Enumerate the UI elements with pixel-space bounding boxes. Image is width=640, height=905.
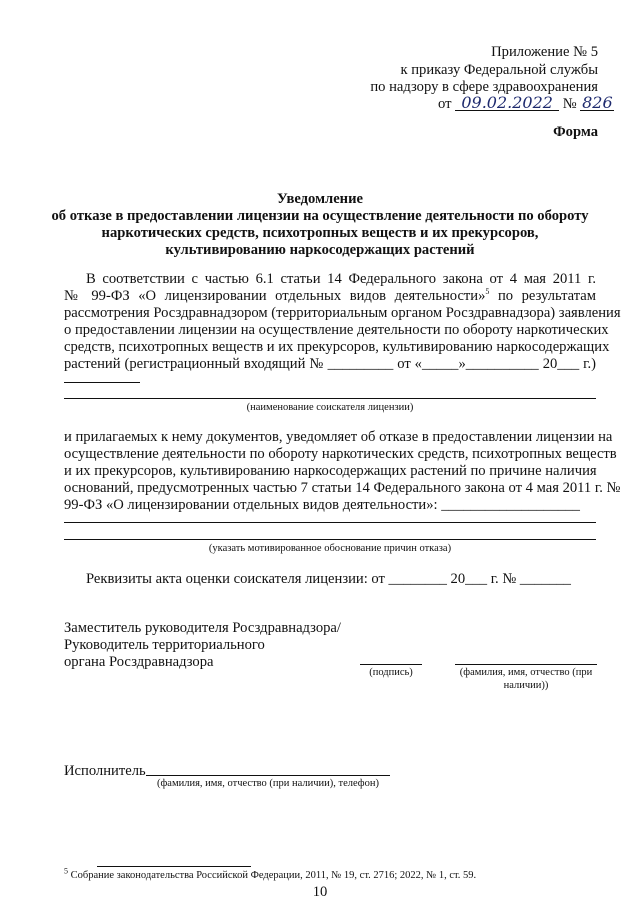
para2-line-2: осуществление деятельности по обороту наркотических средств, психотропных веществ xyxy=(64,446,617,462)
header-order-line: к приказу Федеральной службы xyxy=(400,62,598,78)
number-prefix: № xyxy=(562,96,577,112)
executor-line xyxy=(146,775,390,776)
para1-line-3: рассмотрения Росздравнадзором (территориальным органом Росздравнадзора) заявления xyxy=(64,305,621,321)
signature-line xyxy=(360,664,422,665)
page-number: 10 xyxy=(312,884,328,900)
caption-executor: (фамилия, имя, отчество (при наличии), телефон) xyxy=(157,778,379,789)
footnote-mark: 5 xyxy=(64,866,68,876)
executor-label: Исполнитель xyxy=(64,763,146,779)
caption-signature: (подпись) xyxy=(369,667,413,678)
para2-line-5: 99-ФЗ «О лицензировании отдельных видов деятельности»: ___________________ xyxy=(64,497,580,513)
para1-line-6: растений (регистрационный входящий № _________ от «_____»__________ 20___ г.) xyxy=(64,356,596,372)
blank-line-short xyxy=(64,382,140,383)
title-line-4: культивированию наркосодержащих растений xyxy=(165,242,475,258)
para2-line-3: и их прекурсоров, культивированию наркосодержащих растений по причине наличия xyxy=(64,463,597,479)
footnote-text: Собрание законодательства Российской Федерации, 2011, № 19, ст. 2716; 2022, № 1, ст. 59. xyxy=(68,870,477,881)
reason-line-1 xyxy=(64,522,596,523)
handwritten-date: 09.02.2022 xyxy=(455,95,559,111)
para2-line-1: и прилагаемых к нему документов, уведомляет об отказе в предоставлении лицензии на xyxy=(64,429,613,445)
footnote-ref: 5 xyxy=(485,287,490,297)
caption-name-1: (фамилия, имя, отчество (при xyxy=(459,667,593,678)
caption-reason: (указать мотивированное обоснование причин отказа) xyxy=(208,543,452,554)
para1-line-2: № 99-ФЗ «О лицензировании отдельных видов деятельности»$^5$ по результатам xyxy=(64,287,596,304)
form-label: Форма xyxy=(553,124,598,140)
title-line-3: наркотических средств, психотропных веществ и их прекурсоров, xyxy=(101,225,539,241)
handwritten-number: 826 xyxy=(582,93,613,112)
signer-line-1: Заместитель руководителя Росздравнадзора/ xyxy=(64,620,341,636)
para1-line-5: средств, психотропных веществ и их прекурсоров, культивированию наркосодержащих xyxy=(64,339,610,355)
signer-name-line xyxy=(455,664,597,665)
caption-name-2: наличии)) xyxy=(503,680,549,691)
para1-line-1: В соответствии с частью 6.1 статьи 14 Федерального закона от 4 мая 2011 г. xyxy=(86,271,596,287)
para2-line-4: оснований, предусмотренных частью 7 статьи 14 Федерального закона от 4 мая 2011 г. № xyxy=(64,480,621,496)
para1-line-4: о предоставлении лицензии на осуществление деятельности по обороту наркотических xyxy=(64,322,609,338)
header-service-line: по надзору в сфере здравоохранения xyxy=(370,79,598,95)
signer-line-3: органа Росздравнадзора xyxy=(64,654,214,670)
footnote xyxy=(64,866,477,882)
date-prefix: от xyxy=(438,96,452,112)
reason-line-2 xyxy=(64,539,596,540)
caption-applicant: (наименование соискателя лицензии) xyxy=(246,402,414,413)
signer-line-2: Руководитель территориального xyxy=(64,637,265,653)
assessment-line: Реквизиты акта оценки соискателя лицензии: от ________ 20___ г. № _______ xyxy=(86,571,571,587)
footnote-separator xyxy=(97,866,251,867)
title-notice: Уведомление xyxy=(277,191,363,207)
title-line-2: об отказе в предоставлении лицензии на осуществление деятельности по обороту xyxy=(51,208,589,224)
header-appendix: Приложение № 5 xyxy=(491,44,598,60)
header-date-row xyxy=(438,95,614,112)
applicant-name-line xyxy=(64,398,596,399)
